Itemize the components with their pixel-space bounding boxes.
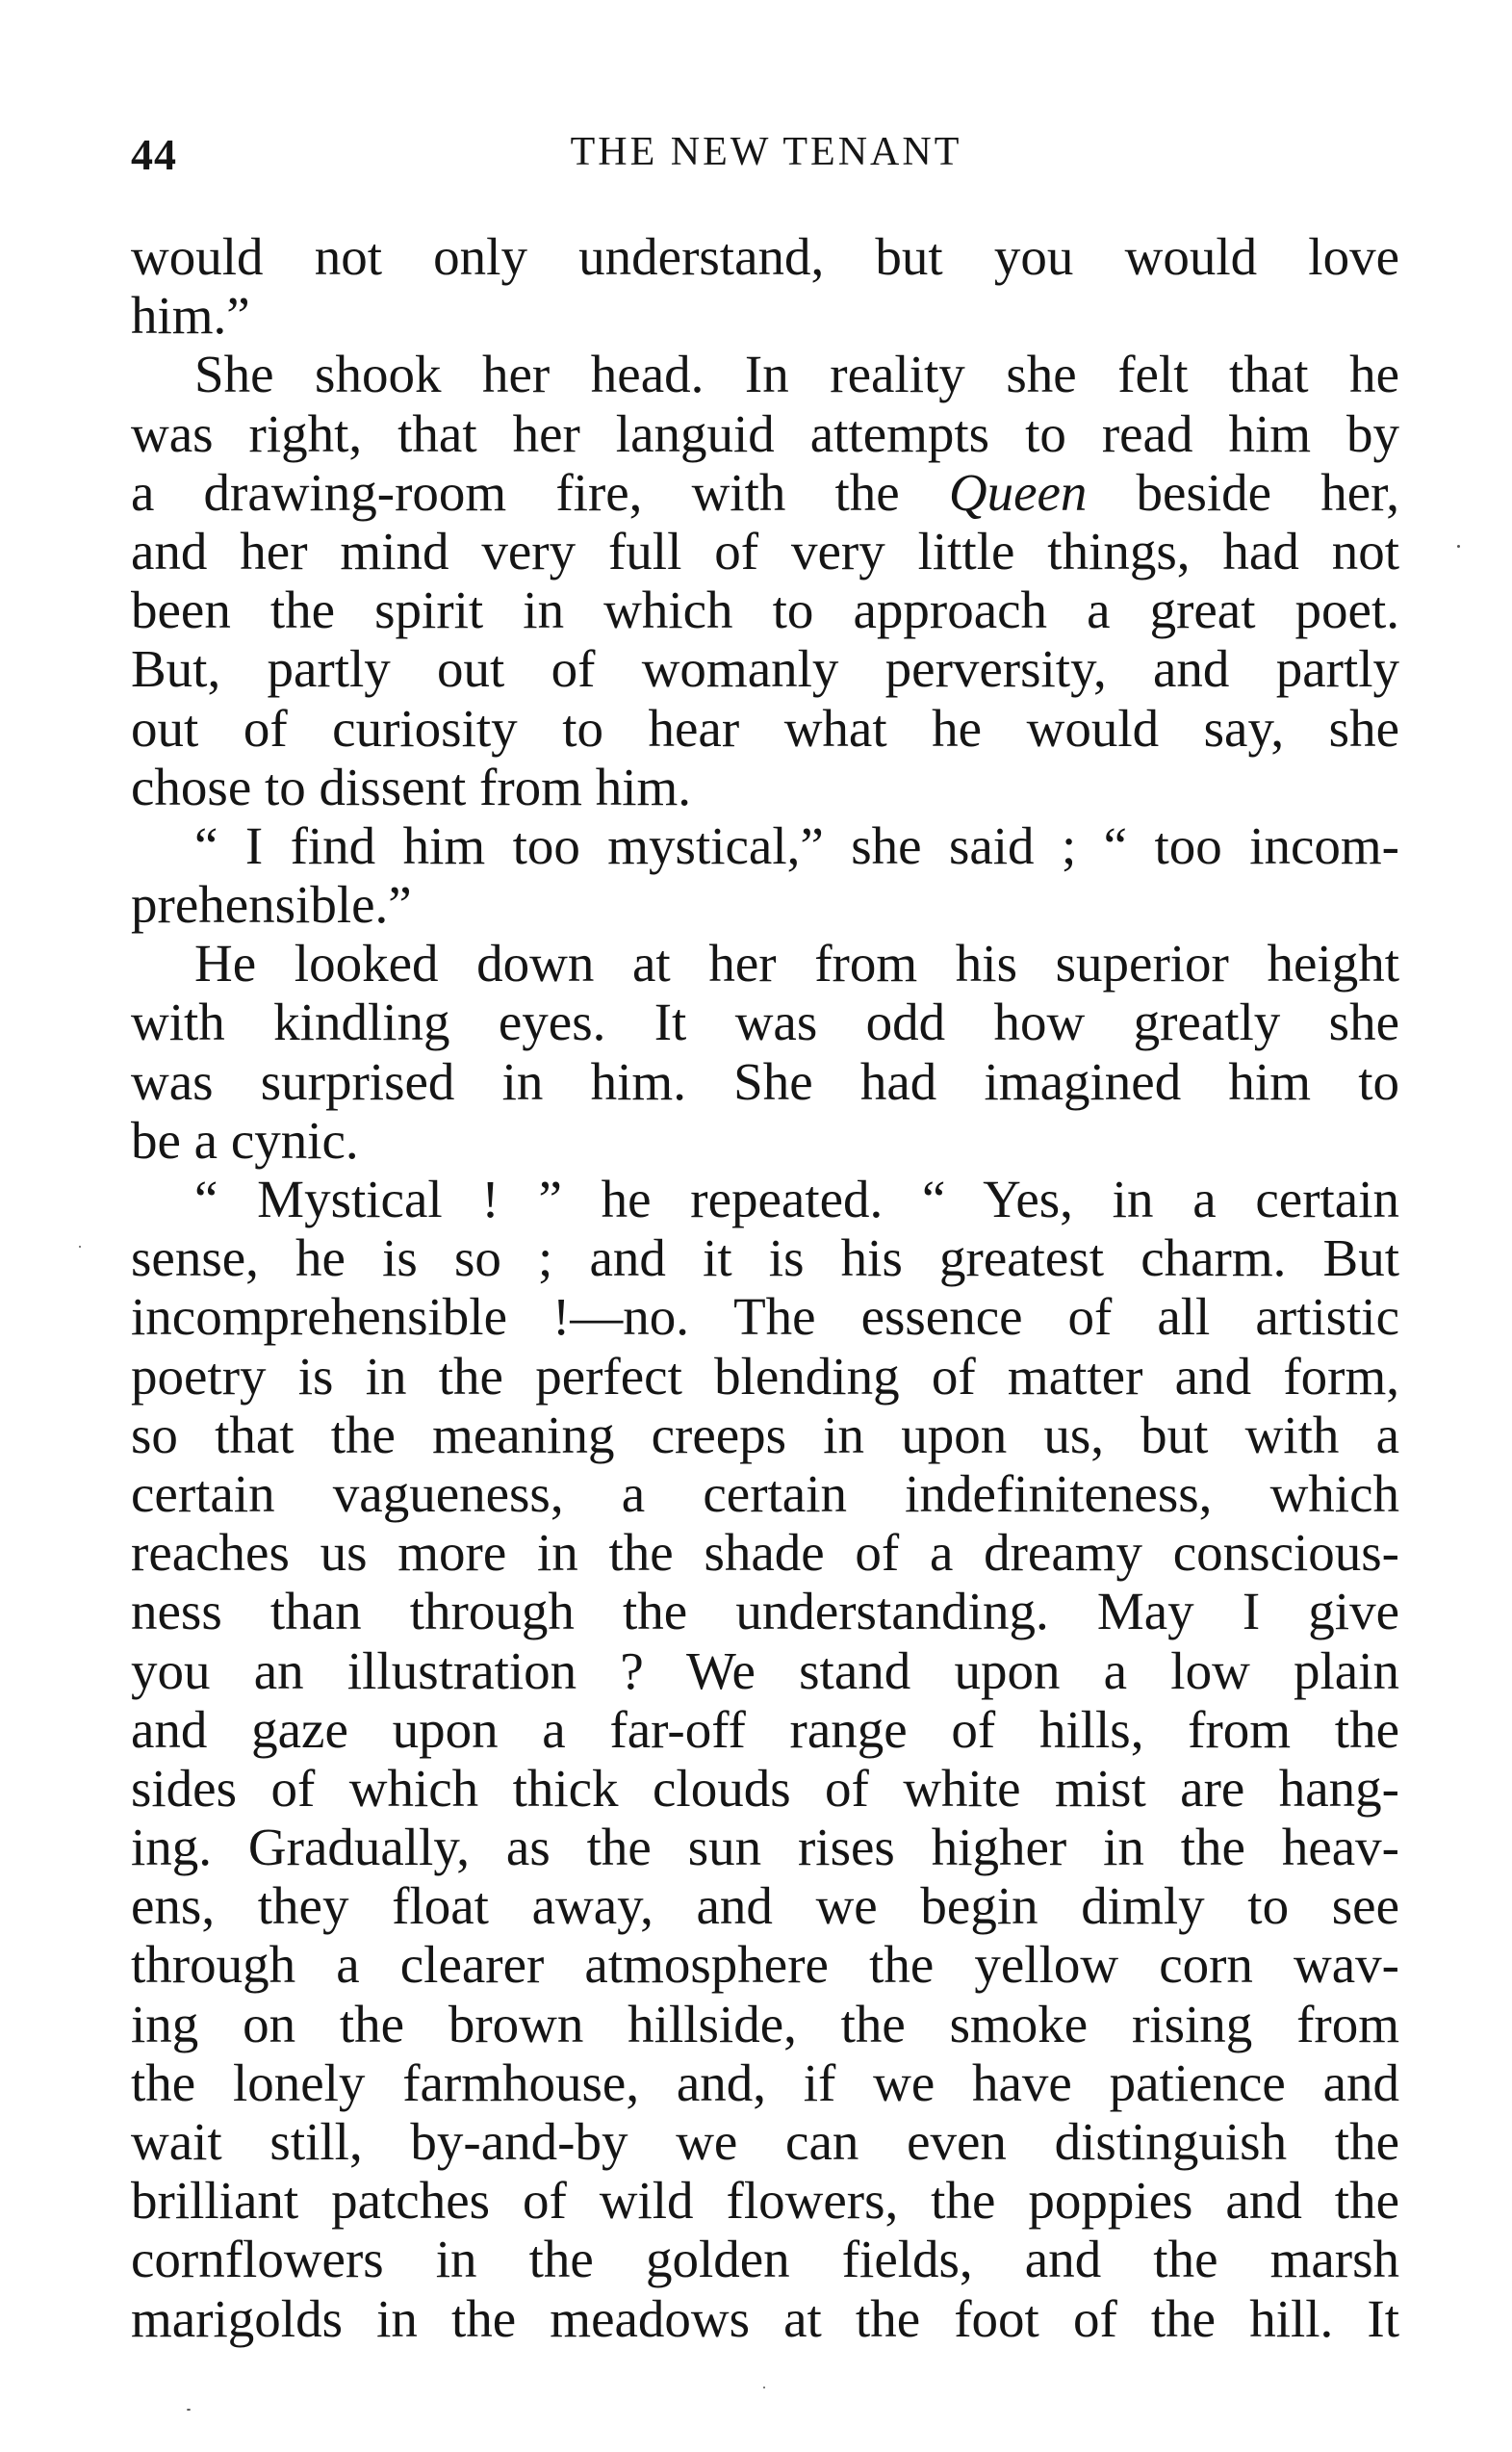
- text-line: brilliant patches of wild flowers, the poppies and the: [131, 2171, 1399, 2231]
- text-line: certain vagueness, a certain indefiniteness, which: [131, 1463, 1399, 1523]
- text-line: so that the meaning creeps in upon us, but with a: [131, 1405, 1399, 1464]
- text-line: and her mind very full of very little things, had not: [131, 521, 1399, 581]
- text-line: “ Mystical ! ” he repeated. “ Yes, in a certain: [194, 1170, 1399, 1228]
- text-line: was right, that her languid attempts to read him by: [131, 403, 1399, 463]
- body-text: [131, 227, 1399, 2348]
- text-line: poetry is in the perfect blending of matter and form,: [131, 1346, 1399, 1406]
- text-line: reaches us more in the shade of a dreamy conscious-: [131, 1523, 1399, 1583]
- running-title: THE NEW TENANT: [570, 130, 962, 174]
- text-line: She shook her head. In reality she felt that he: [194, 345, 1399, 404]
- text-line: prehensible.”: [131, 875, 412, 935]
- text-line: ness than through the understanding. May I give: [131, 1582, 1399, 1641]
- print-speck: [1457, 545, 1460, 548]
- text-line: wait still, by-and-by we can even distinguish the: [131, 2112, 1399, 2171]
- text-line: been the spirit in which to approach a great poet.: [131, 581, 1399, 640]
- text-line: sides of which thick clouds of white mist are hang-: [131, 1758, 1399, 1818]
- text-line: cornflowers in the golden fields, and the marsh: [131, 2230, 1399, 2289]
- text-line: would not only understand, but you would love: [131, 227, 1399, 286]
- text-line: you an illustration ? We stand upon a low plain: [131, 1640, 1399, 1700]
- text-line: chose to dissent from him.: [131, 757, 692, 816]
- text-line: sense, he is so ; and it is his greatest charm. But: [131, 1228, 1399, 1288]
- text-line: through a clearer atmosphere the yellow corn wav-: [131, 1935, 1399, 1995]
- page-header: [131, 129, 1401, 187]
- text-line: him.”: [131, 286, 250, 346]
- text-line: be a cynic.: [131, 1110, 359, 1170]
- text-line: with kindling eyes. It was odd how greatly she: [131, 993, 1399, 1052]
- print-speck: [763, 2387, 765, 2388]
- text-line: ens, they float away, and we begin dimly to see: [131, 1876, 1399, 1936]
- page-number: 44: [131, 130, 177, 179]
- text-line: ing on the brown hillside, the smoke rising from: [131, 1994, 1399, 2053]
- print-speck: [79, 1246, 81, 1248]
- text-line: out of curiosity to hear what he would say, she: [131, 698, 1399, 758]
- text-line: and gaze upon a far-off range of hills, from the: [131, 1699, 1399, 1759]
- text-line: ing. Gradually, as the sun rises higher in the heav-: [131, 1818, 1399, 1877]
- text-line: “ I find him too mystical,” she said ; “ too incom-: [194, 815, 1399, 875]
- text-line: incomprehensible !—no. The essence of all artistic: [131, 1287, 1399, 1347]
- text-line: was surprised in him. She had imagined him to: [131, 1051, 1399, 1111]
- text-line: the lonely farmhouse, and, if we have patience and: [131, 2052, 1399, 2112]
- print-speck: [187, 2409, 191, 2411]
- text-line: a drawing-room fire, with the Queen beside her,: [131, 462, 1399, 522]
- text-line: But, partly out of womanly perversity, and partly: [131, 639, 1399, 699]
- text-line: marigolds in the meadows at the foot of the hill. It: [131, 2288, 1399, 2348]
- text-line: He looked down at her from his superior height: [194, 934, 1399, 994]
